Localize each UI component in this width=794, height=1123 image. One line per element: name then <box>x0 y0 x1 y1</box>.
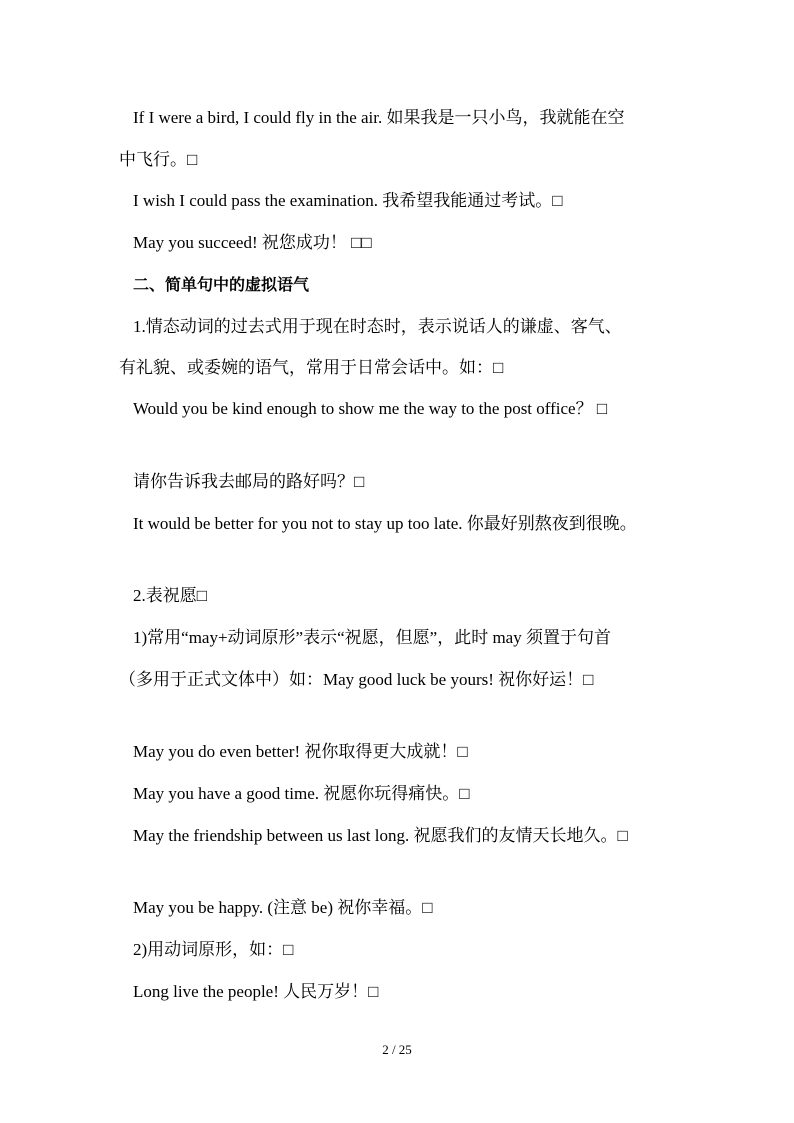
text-line: May you succeed! 祝您成功！ □□ <box>133 233 372 252</box>
text-line: It would be better for you not to stay up too late. 你最好别熬夜到很晚。 <box>133 514 637 533</box>
text-line: May you do even better! 祝你取得更大成就！□ <box>133 742 468 761</box>
text-line: Would you be kind enough to show me the way to the post office？ □ <box>133 399 608 418</box>
text-line: May the friendship between us last long. 祝愿我们的友情天长地久。□ <box>133 826 628 845</box>
section-heading: 二、简单句中的虚拟语气 <box>133 275 310 294</box>
text-line: If I were a bird, I could fly in the air. 如果我是一只小鸟，我就能在空 <box>133 108 625 127</box>
text-line: May you be happy. (注意 be) 祝你幸福。□ <box>133 898 433 917</box>
text-line: 1)常用“may+动词原形”表示“祝愿，但愿”，此时 may 须置于句首 <box>133 628 611 647</box>
text-line: 请你告诉我去邮局的路好吗？□ <box>133 472 365 491</box>
text-line: Long live the people! 人民万岁！□ <box>133 982 379 1001</box>
text-line: I wish I could pass the examination. 我希望我能通过考试。□ <box>133 191 563 210</box>
text-line: 1.情态动词的过去式用于现在时态时，表示说话人的谦虚、客气、 <box>133 317 622 336</box>
text-line: 2)用动词原形，如：□ <box>133 940 294 959</box>
text-line: （多用于正式文体中）如：May good luck be yours! 祝你好运！□ <box>119 670 594 689</box>
text-line: 中飞行。□ <box>119 150 198 169</box>
text-line: May you have a good time. 祝愿你玩得痛快。□ <box>133 784 470 803</box>
page-number: 2 / 25 <box>382 1042 412 1057</box>
text-line: 有礼貌、或委婉的语气，常用于日常会话中。如：□ <box>119 358 504 377</box>
text-line: 2.表祝愿□ <box>133 586 208 605</box>
